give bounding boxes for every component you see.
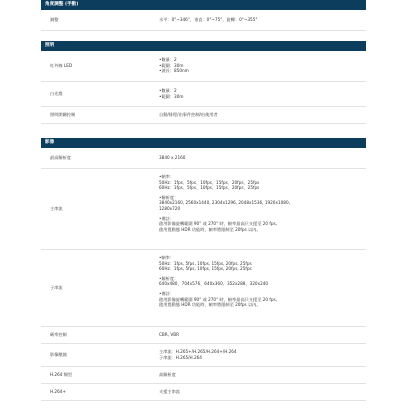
spec-row-compression — [41, 344, 366, 367]
spec-value: CBR, VBR — [159, 332, 180, 337]
spec-row-h264-plus — [41, 384, 366, 401]
spec-label: 紅外線 LED — [50, 63, 73, 69]
section-header-video: 影像 — [41, 138, 366, 148]
spec-row-adjust — [41, 10, 366, 31]
spec-value: 啟用寬動態 HDR 功能時，幀率將限制至 20fps 以內。 — [159, 226, 261, 232]
spec-value: •幀率： — [159, 255, 175, 260]
spec-label: 調整 — [50, 17, 59, 23]
spec-row-main-stream — [41, 169, 366, 250]
spec-value: •幀率： — [159, 174, 175, 179]
spec-row-bitrate-control — [41, 327, 366, 344]
spec-value: 主串流：H.265+/H.265/H.264+/H.264 — [159, 349, 237, 354]
spec-row-h264-type — [41, 367, 366, 384]
spec-value: •波長：850nm — [159, 68, 189, 74]
spec-label: 影像壓縮 — [50, 352, 67, 358]
spec-value: 60Hz：1fps、5fps、10fps、15fps、20fps、25fps — [159, 185, 260, 191]
spec-value: 50Hz：1fps、5fps、10fps、15fps、20fps、25fps — [159, 179, 260, 185]
spec-value: 50Hz：1fps, 5fps, 10fps, 15fps, 20fps, 25fps — [159, 260, 252, 266]
spec-value: •範圍：30m — [159, 93, 184, 99]
section-header-angle: 角度調整 (手動) — [41, 0, 366, 10]
spec-value: •數量：2 — [159, 57, 177, 62]
spec-value: 支援主串流 — [159, 389, 180, 394]
spec-value: 自動/排程/由事件控制/由使用者 — [159, 112, 218, 117]
spec-value: 啟用影像旋轉範圍 90° 或 270° 時，幀率最高只支援至 20 fps。 — [159, 221, 280, 227]
spec-row-max-resolution — [41, 148, 366, 169]
spec-value: •備註： — [159, 290, 175, 296]
spec-label: 碼率控制 — [50, 332, 67, 338]
spec-value: 子串流：H.265/H.264 — [159, 354, 202, 360]
spec-value: 啟用寬動態 HDR 功能時，幀率將限制至 20fps 以內。 — [159, 302, 261, 308]
spec-value: •備註： — [159, 215, 175, 221]
spec-value: 高解析度 — [159, 372, 176, 377]
spec-value: 60Hz：1fps, 5fps, 10fps, 15fps, 20fps, 25fps — [159, 266, 252, 272]
spec-value: •數量：2 — [159, 88, 177, 93]
spec-value: 啟用影像旋轉範圍 90° 或 270° 時，幀率最高只支援至 20 fps。 — [159, 296, 280, 302]
spec-row-sub-stream — [41, 250, 366, 327]
spec-value: 640x480、704x576、640x360、352x288、320x240 — [159, 281, 269, 287]
spec-label: 最高解析度 — [50, 155, 71, 161]
spec-value: 水平：0°~346°，垂直：0°~75°，旋轉：0°~355° — [159, 17, 258, 22]
spec-label: 子串流 — [50, 285, 63, 291]
spec-value: •解析度： — [159, 275, 179, 281]
spec-label: H.264 類型 — [50, 372, 73, 378]
section-header-lighting: 照明 — [41, 41, 366, 51]
spec-table — [41, 0, 366, 401]
spec-value: 3840x2160, 2560x1440, 2304x1296, 2048x1536, 1920x1080, — [159, 200, 290, 206]
spec-value: •範圍：30m — [159, 62, 184, 68]
spec-value: •解析度： — [159, 194, 179, 200]
spec-value: 1280x720 — [159, 205, 181, 211]
spec-label: 主串流 — [50, 206, 63, 212]
spec-row-white-light — [41, 82, 366, 107]
spec-label: 白光燈 — [50, 91, 63, 97]
spec-value: 3840 x 2160 — [159, 155, 186, 160]
spec-label: 照明開關控制 — [50, 112, 76, 118]
spec-row-light-control — [41, 107, 366, 124]
spec-row-ir-led — [41, 51, 366, 82]
spec-label: H.264+ — [50, 389, 66, 395]
